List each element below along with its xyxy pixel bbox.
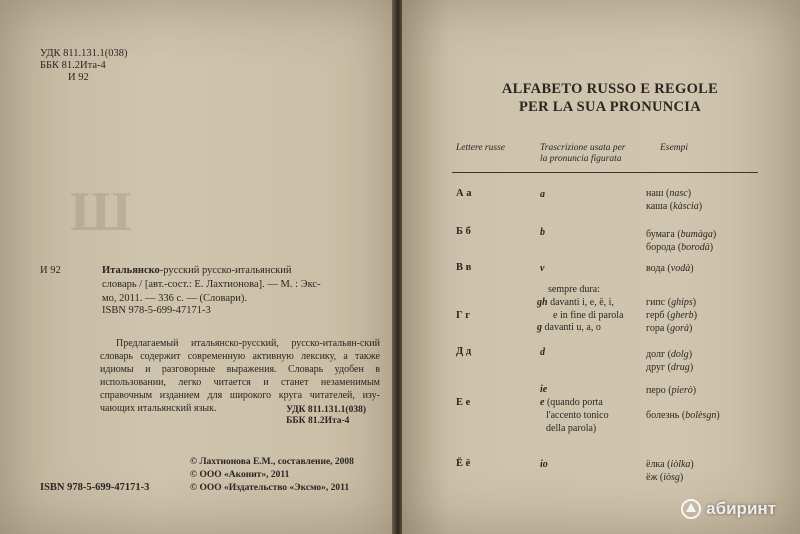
- table-top-rule: [452, 172, 758, 173]
- letter-g: Г г: [456, 310, 471, 321]
- udc-code: УДК 811.131.1(038): [40, 48, 128, 59]
- title-line-2: PER LA SUA PRONUNCIA: [518, 99, 702, 115]
- example-g-1: гипс (ghips): [646, 297, 697, 308]
- header-transcription: [540, 143, 626, 165]
- watermark: [680, 498, 776, 520]
- g-rule-3: g davanti u, a, o: [537, 322, 601, 333]
- letter-b: Б б: [456, 226, 471, 237]
- transcription-v: v: [540, 263, 545, 274]
- isbn-line: ISBN 978-5-699-47171-3: [102, 305, 211, 316]
- example-e-2: болезнь (bolèsgn): [646, 410, 720, 421]
- page-title: [480, 80, 740, 116]
- example-b-2: борода (borodà): [646, 242, 714, 253]
- entry-line-3: мо, 2011. — 336 с. — (Словари).: [102, 293, 248, 304]
- letter-e: Е е: [456, 397, 471, 408]
- e-rule-3: l'accento tonico: [546, 410, 609, 421]
- catalog-entry: [40, 264, 380, 305]
- watermark-text: абиринт: [706, 499, 776, 518]
- copyright-block: [190, 456, 354, 495]
- transcription-b: b: [540, 227, 545, 238]
- header-letters: Lettere russe: [456, 143, 505, 153]
- example-d-2: друг (drug): [646, 362, 694, 373]
- example-g-3: гора (gorà): [646, 323, 693, 334]
- header-transcription-2: la pronuncia figurata: [540, 154, 622, 164]
- annotation: Предлагаемый итальянско-русский, русско-итальян-ский словарь содержит современную активную лексику, а также идиомы и разговорные выражения. Словарь удобен в использовании, легко читается и станет незаменимым справочным изданием для широкого круга читателей, изу-чающих итальянский язык.: [100, 338, 380, 414]
- letter-a: А а: [456, 188, 472, 199]
- g-note: sempre dura:: [548, 284, 600, 295]
- example-b-1: бумага (bumàga): [646, 229, 717, 240]
- e-rule-4: della parola): [546, 423, 597, 434]
- title-line-1: ALFABETO RUSSO E REGOLE: [501, 81, 719, 97]
- entry-title-rest: -русский русско-итальянский: [159, 265, 292, 276]
- example-v-1: вода (vodà): [646, 263, 694, 274]
- letter-v: В в: [456, 262, 472, 273]
- left-page: [0, 0, 394, 534]
- show-through: Ш: [70, 181, 132, 243]
- example-yo-1: ёлка (iòlka): [646, 459, 694, 470]
- g-rule-1: gh davanti i, e, ë, і,: [537, 297, 614, 308]
- g-rule-2: e in fine di parola: [553, 310, 624, 321]
- e-rule-2: e (quando porta: [540, 397, 603, 408]
- udc-repeat: [286, 405, 366, 427]
- example-e-1: перо (pierò): [646, 385, 697, 396]
- isbn-bottom: ISBN 978-5-699-47171-3: [40, 482, 150, 493]
- transcription-yo: io: [540, 459, 548, 470]
- copyright-akonit: © ООО «Аконит», 2011: [190, 470, 290, 480]
- bbk-repeat-code: ББК 81.2Ита-4: [286, 416, 350, 426]
- entry-line-2: словарь / [авт.-сост.: Е. Лахтионова]. — М. : Экс-: [102, 279, 321, 290]
- transcription-a: a: [540, 189, 545, 200]
- copyright-eksmo: © ООО «Издательство «Эксмо», 2011: [190, 483, 350, 493]
- udc-repeat-code: УДК 811.131.1(038): [286, 405, 366, 415]
- example-yo-2: ёж (iòsg): [646, 472, 684, 483]
- header-transcription-1: Trascrizione usata per: [540, 143, 626, 153]
- transcription-d: d: [540, 347, 545, 358]
- example-a-2: каша (kàscia): [646, 201, 703, 212]
- author-mark: И 92: [68, 72, 89, 83]
- letter-yo: Ё ё: [456, 458, 471, 469]
- e-rule-1: ie: [540, 384, 548, 395]
- entry-title-bold: Итальянско: [102, 265, 160, 276]
- letter-d: Д д: [456, 346, 472, 357]
- example-g-2: герб (gherb): [646, 310, 698, 321]
- copyright-compiler: © Лахтионова Е.М., составление, 2008: [190, 457, 354, 467]
- bbk-code: ББК 81.2Ита-4: [40, 60, 106, 71]
- example-a-1: наш (nasc): [646, 188, 692, 199]
- labirint-logo-icon: [680, 498, 702, 520]
- udc-block: [40, 48, 128, 84]
- example-d-1: долг (dolg): [646, 349, 693, 360]
- header-examples: Esempi: [660, 143, 688, 153]
- entry-code: И 92: [40, 265, 61, 276]
